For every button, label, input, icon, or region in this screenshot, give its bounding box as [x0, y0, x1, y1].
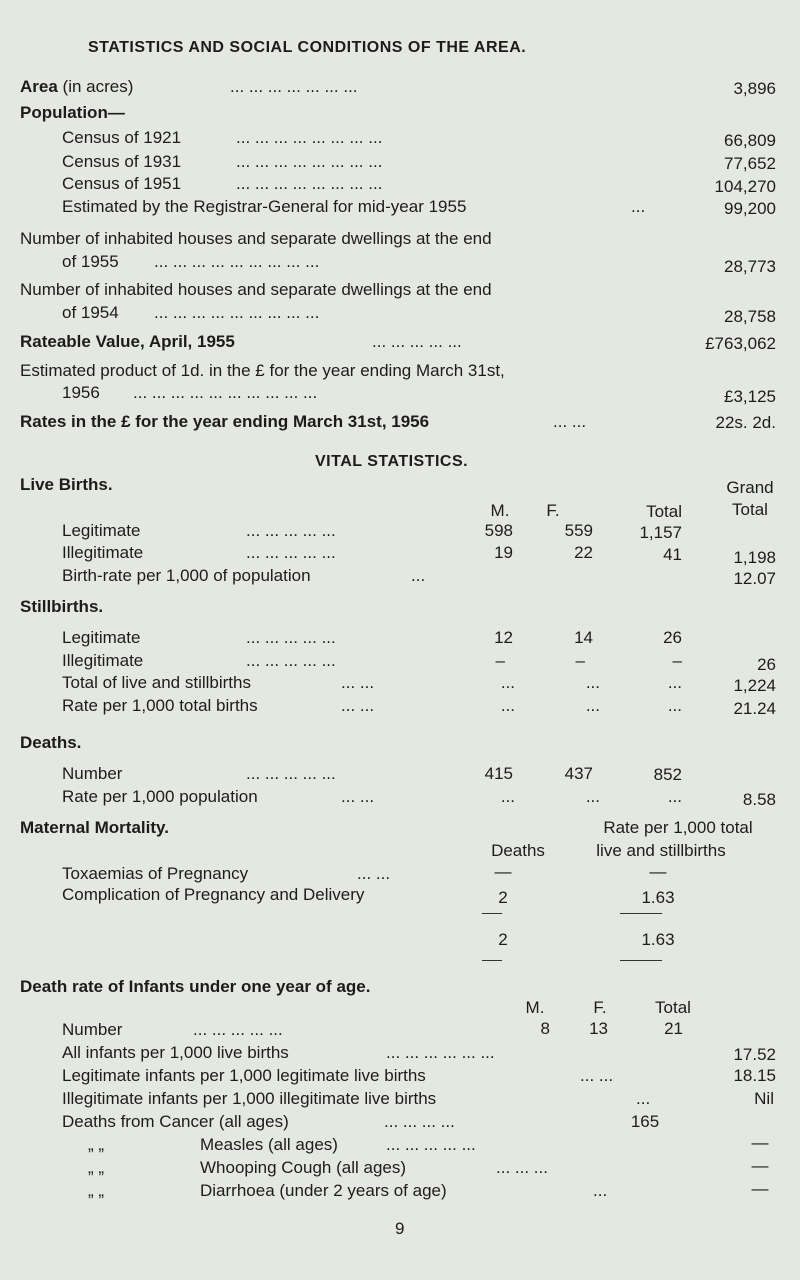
- col-f-header: F.: [546, 501, 560, 520]
- live-legit-label: Legitimate: [62, 521, 141, 540]
- deaths-rate-total: ...: [667, 787, 682, 806]
- total-live-still-value: 1,224: [733, 676, 776, 695]
- deaths-rate-m: ...: [500, 787, 515, 806]
- deaths-number-f: 437: [564, 764, 593, 783]
- toxaemias-label: Toxaemias of Pregnancy: [62, 864, 249, 883]
- houses-1954-line2: of 1954: [62, 303, 119, 322]
- census-1921-leaders: ... ... ... ... ... ... ... ...: [236, 128, 383, 147]
- vital-statistics-title: VITAL STATISTICS.: [315, 453, 469, 470]
- whooping-leaders: ... ... ...: [496, 1158, 548, 1177]
- total-live-still-label: Total of live and stillbirths: [62, 673, 251, 692]
- census-1931-value: 77,652: [724, 154, 776, 173]
- census-1951-value: 104,270: [714, 177, 776, 196]
- infants-illegit-leaders: ...: [636, 1089, 651, 1108]
- page-number: 9: [395, 1219, 405, 1238]
- diarrhoea-leaders: ...: [593, 1181, 608, 1200]
- estimate-1955-leaders: ...: [631, 197, 646, 216]
- infants-all-label: All infants per 1,000 live births: [62, 1043, 289, 1062]
- live-legit-total: 1,157: [639, 523, 682, 542]
- houses-1954-leaders: ... ... ... ... ... ... ... ... ...: [154, 303, 320, 322]
- rateable-leaders: ... ... ... ... ...: [372, 332, 462, 351]
- census-1921-value: 66,809: [724, 131, 776, 150]
- houses-1955-value: 28,773: [724, 257, 776, 276]
- deaths-number-m: 415: [484, 764, 513, 783]
- deaths-rate-leaders: ... ...: [341, 787, 375, 806]
- still-illegit-m: –: [495, 651, 505, 670]
- rates-leaders: ... ...: [553, 412, 587, 431]
- area-leaders: ... ... ... ... ... ... ...: [230, 77, 358, 96]
- infants-number-m: 8: [540, 1019, 550, 1038]
- stillbirths-heading: Stillbirths.: [20, 597, 104, 616]
- deaths-rate-f: ...: [585, 787, 600, 806]
- cancer-leaders: ... ... ... ...: [384, 1112, 455, 1131]
- infants-heading: Death rate of Infants under one year of age.: [20, 977, 371, 996]
- census-1931-leaders: ... ... ... ... ... ... ... ...: [236, 152, 383, 171]
- still-legit-total: 26: [663, 628, 682, 647]
- census-1951-leaders: ... ... ... ... ... ... ... ...: [236, 174, 383, 193]
- still-legit-m: 12: [494, 628, 513, 647]
- col-total-header: Total: [646, 502, 682, 521]
- deaths-rate-value: 8.58: [742, 790, 776, 809]
- product-leaders: ... ... ... ... ... ... ... ... ... ...: [133, 383, 318, 402]
- infants-all-leaders: ... ... ... ... ... ...: [386, 1043, 495, 1062]
- whooping-ditto: „ „: [88, 1158, 105, 1177]
- measles-value: —: [751, 1133, 769, 1152]
- area-row: [20, 77, 133, 97]
- live-legit-m: 598: [484, 521, 513, 540]
- rateable-value: £763,062: [705, 334, 776, 353]
- houses-1955-leaders: ... ... ... ... ... ... ... ... ...: [154, 252, 320, 271]
- population-heading: Population—: [20, 103, 125, 122]
- census-1951-label: Census of 1951: [62, 174, 182, 193]
- live-illegit-m: 19: [494, 543, 513, 562]
- still-rate-f: ...: [585, 696, 600, 715]
- maternal-rate-header-line2: live and stillbirths: [596, 841, 726, 860]
- infants-legit-leaders: ... ...: [580, 1066, 614, 1085]
- rates-value: 22s. 2d.: [715, 413, 776, 432]
- maternal-rate-rule-bottom: [620, 960, 662, 961]
- product-value: £3,125: [724, 387, 776, 406]
- maternal-rate-rule-top: [620, 913, 662, 914]
- live-legit-f: 559: [564, 521, 593, 540]
- deaths-number-total: 852: [653, 765, 682, 784]
- birth-rate-label: Birth-rate per 1,000 of population: [62, 566, 311, 585]
- measles-label: Measles (all ages): [200, 1135, 338, 1154]
- rateable-label: Rateable Value, April, 1955: [20, 332, 235, 351]
- diarrhoea-ditto: „ „: [88, 1181, 105, 1200]
- whooping-label: Whooping Cough (all ages): [200, 1158, 407, 1177]
- whooping-value: —: [751, 1156, 769, 1175]
- infants-legit-label: Legitimate infants per 1,000 legitimate live births: [62, 1066, 426, 1085]
- maternal-deaths-rule-top: [482, 913, 502, 914]
- toxaemias-deaths: —: [494, 862, 512, 881]
- still-illegit-label: Illegitimate: [62, 651, 144, 670]
- birth-rate-value: 12.07: [733, 569, 776, 588]
- col-grand-line2: Total: [732, 500, 768, 519]
- maternal-deaths-header: Deaths: [491, 841, 545, 860]
- still-illegit-total: –: [672, 651, 682, 670]
- still-rate-label: Rate per 1,000 total births: [62, 696, 258, 715]
- maternal-total-deaths: 2: [498, 930, 508, 949]
- deaths-heading: Deaths.: [20, 733, 82, 752]
- census-1931-label: Census of 1931: [62, 152, 182, 171]
- infants-col-f: F.: [593, 998, 607, 1017]
- col-grand-line1: Grand: [726, 478, 774, 497]
- maternal-rate-header-line1: Rate per 1,000 total: [603, 818, 753, 837]
- maternal-deaths-rule-bottom: [482, 960, 502, 961]
- houses-1955-line2: of 1955: [62, 252, 119, 271]
- complication-rate: 1.63: [641, 888, 675, 907]
- still-illegit-leaders: ... ... ... ... ...: [246, 651, 336, 670]
- infants-number-f: 13: [589, 1019, 608, 1038]
- total-live-still-total: ...: [667, 673, 682, 692]
- product-line2: 1956: [62, 383, 100, 402]
- complication-deaths: 2: [498, 888, 508, 907]
- still-legit-label: Legitimate: [62, 628, 141, 647]
- complication-label: Complication of Pregnancy and Delivery: [62, 885, 365, 904]
- rates-label: Rates in the £ for the year ending March 31st, 1956: [20, 412, 430, 431]
- total-live-still-leaders: ... ...: [341, 673, 375, 692]
- infants-legit-value: 18.15: [733, 1066, 776, 1085]
- still-legit-leaders: ... ... ... ... ...: [246, 628, 336, 647]
- deaths-number-label: Number: [62, 764, 123, 783]
- still-legit-f: 14: [574, 628, 593, 647]
- measles-ditto: „ „: [88, 1135, 105, 1154]
- infants-illegit-label: Illegitimate infants per 1,000 illegitimate live births: [62, 1089, 437, 1108]
- census-1921-label: Census of 1921: [62, 128, 182, 147]
- infants-number-label: Number: [62, 1020, 123, 1039]
- maternal-heading: Maternal Mortality.: [20, 818, 169, 837]
- houses-1954-line1: Number of inhabited houses and separate dwellings at the end: [20, 280, 492, 299]
- toxaemias-leaders: ... ...: [357, 864, 391, 883]
- deaths-rate-label: Rate per 1,000 population: [62, 787, 258, 806]
- estimate-1955-value: 99,200: [724, 199, 776, 218]
- area-label-bold: Area: [20, 77, 58, 96]
- page-title: STATISTICS AND SOCIAL CONDITIONS OF THE AREA.: [88, 39, 527, 56]
- houses-1954-value: 28,758: [724, 307, 776, 326]
- live-legit-leaders: ... ... ... ... ...: [246, 521, 336, 540]
- maternal-total-rate: 1.63: [641, 930, 675, 949]
- area-value: 3,896: [733, 79, 776, 98]
- live-illegit-label: Illegitimate: [62, 543, 144, 562]
- live-illegit-leaders: ... ... ... ... ...: [246, 543, 336, 562]
- estimate-1955-label: Estimated by the Registrar-General for mid-year 1955: [62, 197, 467, 216]
- total-live-still-m: ...: [500, 673, 515, 692]
- still-rate-total: ...: [667, 696, 682, 715]
- cancer-label: Deaths from Cancer (all ages): [62, 1112, 289, 1131]
- infants-number-total: 21: [664, 1019, 683, 1038]
- infants-all-value: 17.52: [733, 1045, 776, 1064]
- deaths-number-leaders: ... ... ... ... ...: [246, 764, 336, 783]
- infants-illegit-value: Nil: [754, 1089, 774, 1108]
- diarrhoea-label: Diarrhoea (under 2 years of age): [200, 1181, 447, 1200]
- still-illegit-f: –: [575, 651, 585, 670]
- infants-col-m: M.: [525, 998, 545, 1017]
- live-illegit-total: 41: [663, 545, 682, 564]
- cancer-value: 165: [630, 1112, 660, 1131]
- houses-1955-line1: Number of inhabited houses and separate dwellings at the end: [20, 229, 492, 248]
- toxaemias-rate: —: [649, 862, 667, 881]
- infants-number-leaders: ... ... ... ... ...: [193, 1020, 283, 1039]
- diarrhoea-value: —: [751, 1179, 769, 1198]
- live-grand-total: 1,198: [733, 548, 776, 567]
- product-line1: Estimated product of 1d. in the £ for the year ending March 31st,: [20, 361, 505, 380]
- live-illegit-f: 22: [574, 543, 593, 562]
- total-live-still-f: ...: [585, 673, 600, 692]
- still-grand-total: 26: [757, 655, 776, 674]
- measles-leaders: ... ... ... ... ...: [386, 1135, 476, 1154]
- infants-col-total: Total: [655, 998, 691, 1017]
- live-births-heading: Live Births.: [20, 475, 113, 494]
- still-rate-m: ...: [500, 696, 515, 715]
- still-rate-leaders: ... ...: [341, 696, 375, 715]
- birth-rate-leaders: ...: [411, 566, 426, 585]
- col-m-header: M.: [490, 501, 510, 520]
- area-label-rest: (in acres): [62, 77, 134, 96]
- still-rate-value: 21.24: [733, 699, 776, 718]
